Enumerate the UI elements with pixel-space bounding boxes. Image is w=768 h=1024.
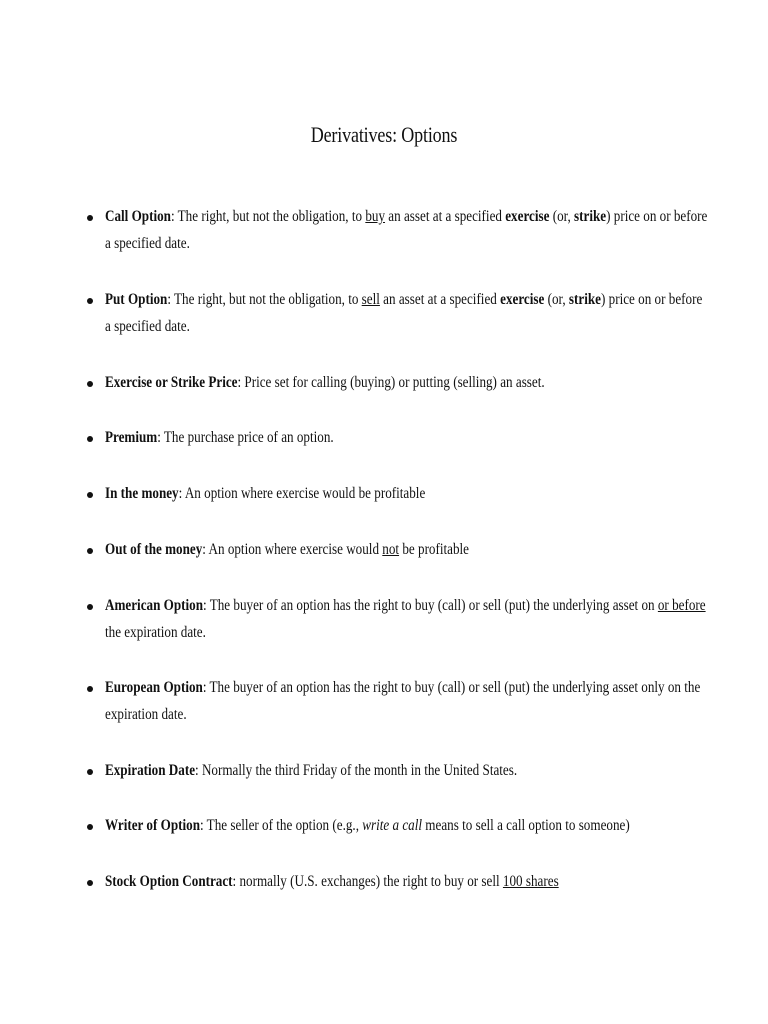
item-term: Expiration Date bbox=[105, 762, 196, 779]
bullet-icon bbox=[87, 298, 93, 304]
item-term: Stock Option Contract bbox=[105, 873, 233, 890]
item-definition: The buyer of an option has the right to buy (call) or sell (put) the underlying asset only on the expiration date. bbox=[105, 679, 701, 723]
item-definition: The purchase price of an option. bbox=[163, 429, 334, 446]
item-definition: The right, but not the obligation, to bbox=[177, 208, 366, 225]
item-definition: ) price on or before a specified date. bbox=[105, 291, 703, 335]
item-text bbox=[105, 424, 708, 451]
bullet-icon bbox=[87, 548, 93, 554]
item-definition: (or, bbox=[549, 208, 575, 225]
item-term: European Option bbox=[105, 679, 203, 696]
list-item bbox=[84, 286, 704, 340]
item-separator: : bbox=[202, 541, 209, 558]
item-definition: an asset at a specified bbox=[379, 291, 501, 308]
item-term: Exercise or Strike Price bbox=[105, 374, 238, 391]
item-text bbox=[105, 812, 708, 839]
item-term: Writer of Option bbox=[105, 817, 200, 834]
item-text bbox=[105, 203, 708, 257]
item-separator: : bbox=[195, 762, 202, 779]
item-text bbox=[105, 592, 708, 646]
list-item bbox=[84, 812, 704, 839]
item-definition: normally (U.S. exchanges) the right to buy or sell bbox=[239, 873, 503, 890]
item-definition: means to sell a call option to someone) bbox=[422, 817, 630, 834]
item-term: Premium bbox=[105, 429, 158, 446]
bullet-icon bbox=[87, 769, 93, 775]
item-separator: : bbox=[232, 873, 240, 890]
item-term: American Option bbox=[105, 597, 204, 614]
bullet-icon bbox=[87, 381, 93, 387]
item-separator: : bbox=[202, 679, 210, 696]
item-bold: strike bbox=[574, 208, 607, 225]
item-separator: : bbox=[199, 817, 207, 834]
item-definition: An option where exercise would be profitable bbox=[184, 485, 426, 502]
item-bold: exercise bbox=[505, 208, 550, 225]
item-definition: The right, but not the obligation, to bbox=[174, 291, 362, 308]
item-text bbox=[105, 674, 708, 728]
item-text bbox=[105, 536, 708, 563]
item-bold: exercise bbox=[500, 291, 545, 308]
page-title: Derivatives: Options bbox=[310, 122, 458, 147]
item-text bbox=[105, 369, 708, 396]
bullet-icon bbox=[87, 492, 93, 498]
item-term: Call Option bbox=[105, 208, 171, 225]
list-item bbox=[84, 868, 704, 895]
list-item bbox=[84, 424, 704, 451]
item-separator: : bbox=[167, 291, 175, 308]
item-definition: The buyer of an option has the right to buy (call) or sell (put) the underlying asset on bbox=[209, 597, 658, 614]
item-underlined: buy bbox=[365, 208, 386, 225]
item-definition: Price set for calling (buying) or putting (selling) an asset. bbox=[244, 374, 545, 391]
list-item bbox=[84, 203, 708, 257]
list-item bbox=[84, 592, 704, 646]
list-item bbox=[84, 369, 704, 396]
item-separator: : bbox=[157, 429, 164, 446]
item-definition: The seller of the option (e.g., bbox=[206, 817, 363, 834]
item-definition: be profitable bbox=[399, 541, 470, 558]
item-text bbox=[105, 286, 708, 340]
item-italic: write a call bbox=[362, 817, 423, 834]
list-item bbox=[84, 674, 704, 728]
list-item bbox=[84, 480, 704, 507]
item-definition: ) price on or before a specified date. bbox=[105, 208, 708, 252]
item-bold: strike bbox=[568, 291, 601, 308]
item-term: In the money bbox=[105, 485, 179, 502]
item-text bbox=[105, 480, 708, 507]
item-separator: : bbox=[203, 597, 210, 614]
item-underlined: sell bbox=[361, 291, 380, 308]
list-item bbox=[84, 757, 704, 784]
list-item bbox=[84, 536, 704, 563]
item-separator: : bbox=[178, 485, 185, 502]
item-underlined: not bbox=[382, 541, 400, 558]
item-definition: An option where exercise would bbox=[208, 541, 383, 558]
bullet-icon bbox=[87, 604, 93, 610]
item-text bbox=[105, 868, 708, 895]
item-term: Put Option bbox=[105, 291, 168, 308]
item-definition: the expiration date. bbox=[105, 624, 206, 641]
item-separator: : bbox=[170, 208, 178, 225]
item-definition: Normally the third Friday of the month in the United States. bbox=[201, 762, 518, 779]
bullet-icon bbox=[87, 686, 93, 692]
bullet-icon bbox=[87, 880, 93, 886]
bullet-icon bbox=[87, 215, 93, 221]
bullet-icon bbox=[87, 824, 93, 830]
item-term: Out of the money bbox=[105, 541, 203, 558]
item-underlined: or before bbox=[657, 597, 706, 614]
item-text bbox=[105, 757, 708, 784]
item-definition: an asset at a specified bbox=[385, 208, 506, 225]
item-underlined: 100 shares bbox=[502, 873, 559, 890]
item-definition: (or, bbox=[544, 291, 569, 308]
bullet-icon bbox=[87, 436, 93, 442]
item-separator: : bbox=[237, 374, 245, 391]
